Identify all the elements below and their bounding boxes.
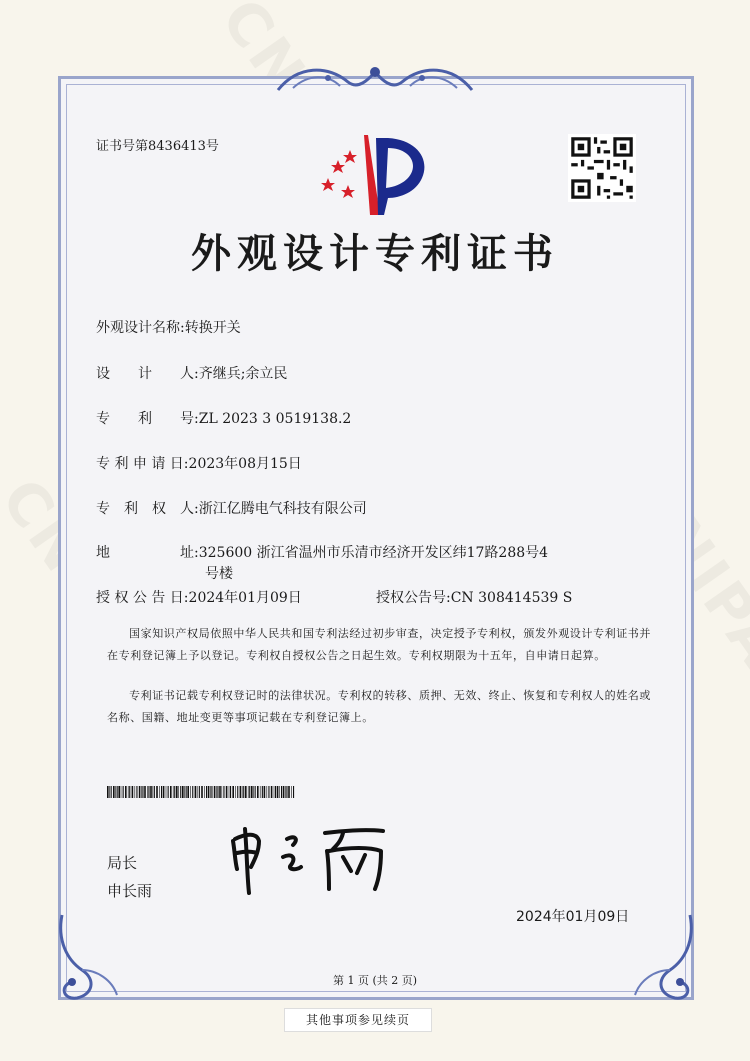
- barcode-bar: [197, 786, 198, 798]
- field-designer: [96, 363, 287, 383]
- barcode-bar: [166, 786, 167, 798]
- corner-ornament-right: [630, 910, 700, 1005]
- barcode-bar: [178, 786, 179, 798]
- barcode-bar: [163, 786, 165, 798]
- barcode-bar: [125, 786, 127, 798]
- barcode-bar: [139, 786, 141, 798]
- field-label: 专 利 权 人:: [96, 501, 199, 517]
- barcode-bar: [262, 786, 263, 798]
- barcode-bar: [206, 786, 207, 798]
- barcode-bar: [286, 786, 287, 798]
- barcode-bar: [111, 786, 112, 798]
- field-patentee: [96, 498, 367, 518]
- barcode-bar: [141, 786, 142, 798]
- barcode-bar: [204, 786, 205, 798]
- barcode-bar: [159, 786, 160, 798]
- barcode-bar: [142, 786, 143, 798]
- field-value: 浙江亿腾电气科技有限公司: [198, 501, 367, 517]
- barcode-bar: [210, 786, 211, 798]
- barcode-bar: [136, 786, 137, 798]
- barcode-bar: [257, 786, 259, 798]
- signatory-name: 申长雨: [107, 882, 153, 900]
- barcode-bar: [281, 786, 282, 798]
- qr-code: [568, 134, 636, 202]
- barcode-bar: [176, 786, 178, 798]
- barcode-bar: [226, 786, 228, 798]
- barcode-bar: [118, 786, 120, 798]
- barcode-bar: [144, 786, 146, 798]
- barcode-bar: [174, 786, 175, 798]
- barcode-bar: [153, 786, 154, 798]
- barcode-bar: [255, 786, 256, 798]
- barcode-bar: [216, 786, 217, 798]
- field-label: 外观设计名称:: [96, 320, 185, 336]
- barcode-bar: [148, 786, 149, 798]
- barcode-bar: [214, 786, 216, 798]
- barcode-bar: [274, 786, 275, 798]
- barcode-bar: [168, 786, 169, 798]
- barcode-bar: [223, 786, 224, 798]
- barcode-bar: [222, 786, 223, 798]
- barcode-bar: [211, 786, 212, 798]
- barcode-bar: [245, 786, 247, 798]
- footer-note: 其他事项参见续页: [284, 1008, 432, 1032]
- field-grant-number: [376, 587, 572, 607]
- barcode-bar: [161, 786, 162, 798]
- field-label: 地 址:: [96, 545, 199, 561]
- page-number: 第 1 页 (共 2 页): [332, 974, 418, 987]
- barcode-bar: [268, 786, 269, 798]
- handwritten-signature: [225, 823, 390, 895]
- barcode-bar: [170, 786, 172, 798]
- barcode-bar: [147, 786, 148, 798]
- barcode-bar: [129, 786, 130, 798]
- certificate-number: 证书号第8436413号: [96, 139, 219, 154]
- barcode-bar: [267, 786, 268, 798]
- barcode-bar: [217, 786, 218, 798]
- barcode-bar: [264, 786, 266, 798]
- field-label: 授权公告号:: [376, 590, 451, 606]
- barcode-bar: [251, 786, 253, 798]
- field-value: ZL 2023 3 0519138.2: [198, 411, 352, 427]
- barcode-bar: [199, 786, 200, 798]
- barcode-bar: [187, 786, 189, 798]
- barcode-bar: [242, 786, 243, 798]
- barcode-bar: [186, 786, 187, 798]
- barcode-bar: [113, 786, 115, 798]
- barcode-bar: [128, 786, 129, 798]
- barcode: [107, 786, 297, 798]
- barcode-bar: [219, 786, 221, 798]
- barcode-bar: [184, 786, 185, 798]
- barcode-bar: [182, 786, 184, 798]
- top-ornament: [268, 60, 482, 100]
- barcode-bar: [121, 786, 122, 798]
- barcode-bar: [123, 786, 124, 798]
- field-value: 2023年08月15日: [188, 456, 302, 472]
- barcode-bar: [173, 786, 174, 798]
- barcode-bar: [229, 786, 230, 798]
- field-label: 专 利 申 请 日:: [96, 456, 189, 472]
- barcode-bar: [240, 786, 242, 798]
- barcode-bar: [109, 786, 110, 798]
- barcode-bar: [235, 786, 236, 798]
- barcode-bar: [135, 786, 136, 798]
- field-address: [96, 542, 548, 562]
- field-grant-date: [96, 587, 302, 607]
- barcode-bar: [260, 786, 261, 798]
- signatory-title: 局长: [107, 854, 138, 872]
- barcode-bar: [180, 786, 181, 798]
- barcode-bar: [208, 786, 210, 798]
- barcode-bar: [115, 786, 116, 798]
- barcode-bar: [249, 786, 250, 798]
- barcode-bar: [107, 786, 109, 798]
- barcode-bar: [150, 786, 152, 798]
- field-patent-number: [96, 408, 351, 428]
- field-value: CN 308414539 S: [450, 590, 573, 606]
- certificate-title: 外观设计专利证书: [191, 231, 559, 277]
- field-design-name: [96, 317, 241, 337]
- barcode-bar: [248, 786, 249, 798]
- barcode-bar: [293, 786, 294, 798]
- barcode-bar: [201, 786, 203, 798]
- issue-date: 2024年01月09日: [516, 909, 630, 925]
- barcode-bar: [253, 786, 254, 798]
- field-address-cont: [205, 563, 233, 583]
- legal-paragraph: 专利证书记载专利权登记时的法律状况。专利权的转移、质押、无效、终止、恢复和专利权人的姓名或名称、国籍、地址变更等事项记载在专利登记簿上。: [107, 689, 651, 724]
- barcode-bar: [243, 786, 244, 798]
- field-label: 专 利 号:: [96, 411, 199, 427]
- barcode-bar: [271, 786, 273, 798]
- barcode-bar: [154, 786, 155, 798]
- barcode-bar: [279, 786, 280, 798]
- legal-paragraph: 国家知识产权局依照中华人民共和国专利法经过初步审查，决定授予专利权，颁发外观设计专利证书并在专利登记簿上予以登记。专利权自授权公告之日起生效。专利权期限为十五年，自申请日起算。: [107, 627, 651, 662]
- barcode-bar: [132, 786, 134, 798]
- field-label: 设 计 人:: [96, 366, 199, 382]
- barcode-bar: [277, 786, 279, 798]
- barcode-bar: [156, 786, 158, 798]
- field-value: 2024年01月09日: [188, 590, 302, 606]
- barcode-bar: [291, 786, 292, 798]
- field-value: 齐继兵;余立民: [198, 366, 288, 382]
- barcode-bar: [288, 786, 290, 798]
- field-application-date: [96, 453, 302, 473]
- barcode-bar: [275, 786, 276, 798]
- barcode-bar: [283, 786, 285, 798]
- field-value: 号楼: [205, 566, 233, 582]
- field-label: 授 权 公 告 日:: [96, 590, 189, 606]
- field-value: 325600 浙江省温州市乐清市经济开发区纬17路288号4: [198, 545, 549, 561]
- barcode-bar: [237, 786, 238, 798]
- barcode-bar: [230, 786, 231, 798]
- barcode-bar: [117, 786, 118, 798]
- corner-ornament-left: [52, 910, 122, 1005]
- barcode-bar: [190, 786, 191, 798]
- field-value: 转换开关: [184, 320, 241, 336]
- barcode-bar: [285, 786, 286, 798]
- cnipa-logo: [318, 130, 433, 220]
- barcode-bar: [192, 786, 193, 798]
- barcode-bar: [232, 786, 234, 798]
- barcode-bar: [195, 786, 197, 798]
